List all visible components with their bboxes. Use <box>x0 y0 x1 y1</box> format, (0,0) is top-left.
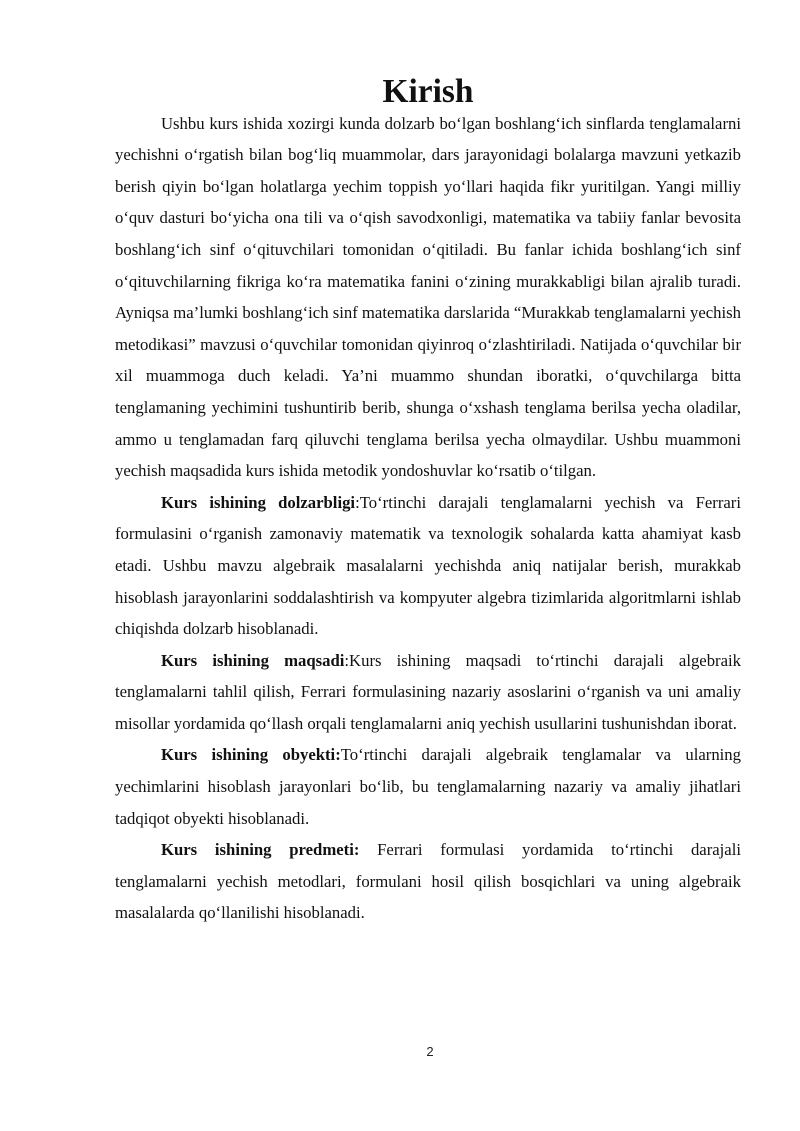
subject-paragraph <box>115 834 741 929</box>
relevance-text: :To‘rtinchi darajali tenglamalarni yechish va Ferrari formulasini o‘rganish zamonaviy matematik va texnologik sohalarda katta ahamiyat kasb etadi. Ushbu mavzu algebraik masalalarni yechishda aniq natijalar berish, murakkab hisoblash jarayonlarini soddalashtirish va kompyuter algebra tizimlarida algoritmlarni ishlab chiqishda dolzarb hisoblanadi. <box>115 492 742 639</box>
intro-paragraph: Ushbu kurs ishida xozirgi kunda dolzarb bo‘lgan boshlang‘ich sinflarda tenglamalarni yechishni o‘rgatish bilan bog‘liq muammolar, dars jarayonidagi bolalarga mavzuni yetkazib berish qiyin bo‘lgan holatlarga yechim toppish yo‘llari haqida fikr yuritilgan. Yangi milliy o‘quv dasturi bo‘yicha ona tili va o‘qish savodxonligi, matematika va tabiiy fanlar bevosita boshlang‘ich sinf o‘qituvchilari tomonidan o‘qitiladi. Bu fanlar ichida boshlang‘ich sinf o‘qituvchilarning fikriga ko‘ra matematika fanini o‘zining murakkabligi bilan ajralib turadi. Ayniqsa ma’lumki boshlang‘ich sinf matematika darslarida “Murakkab tenglamalarni yechish metodikasi” mavzusi o‘quvchilar tomonidan qiyinroq o‘zlashtiriladi. Natijada o‘quvchilar bir xil muammoga duch keladi. Ya’ni muammo shundan iboratki, o‘quvchilarga bitta tenglamaning yechimini tushuntirib berib, shunga o‘xshash tenglama berilsa yecha oladilar, ammo u tenglamadan farq qiluvchi tenglama berilsa yecha olmaydilar. Ushbu muammoni yechish maqsadida kurs ishida metodik yondoshuvlar ko‘rsatib o‘tilgan. <box>115 113 741 481</box>
object-heading: Kurs ishining obyekti: <box>161 745 341 765</box>
page-title: Kirish <box>382 73 474 110</box>
subject-text: Ferrari formulasi yordamida to‘rtinchi darajali tenglamalarni yechish metodlari, formulani hosil qilish bosqichlari va uning algebraik masalalarda qo‘llanilishi hisoblanadi. <box>115 840 741 923</box>
goal-heading: Kurs ishining maqsadi <box>161 650 345 670</box>
object-paragraph <box>115 739 741 834</box>
subject-heading: Kurs ishining predmeti: <box>161 840 360 860</box>
goal-paragraph <box>115 645 741 740</box>
page-content <box>115 73 742 929</box>
relevance-heading: Kurs ishining dolzarbligi <box>161 492 356 512</box>
page-number: 2 <box>426 1044 434 1059</box>
relevance-paragraph <box>115 487 741 645</box>
object-text: To‘rtinchi darajali algebraik tenglamalar va ularning yechimlarini hisoblash jarayonlari bo‘lib, bu tenglamalarning nazariy va amaliy jihatlari tadqiqot obyekti hisoblanadi. <box>115 745 741 828</box>
goal-text: :Kurs ishining maqsadi to‘rtinchi darajali algebraik tenglamalarni tahlil qilish, Ferrari formulasining nazariy asoslarini o‘rganish va uni amaliy misollar yordamida qo‘llash orqali tenglamalarni aniq yechish usullarini tushunishdan iborat. <box>115 650 742 733</box>
